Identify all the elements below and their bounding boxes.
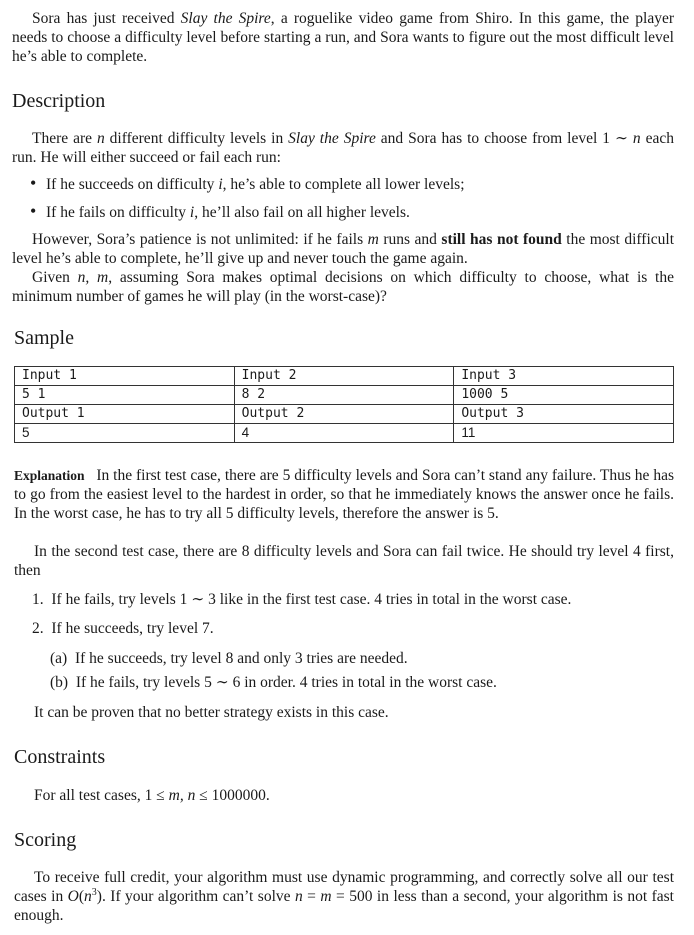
explanation-closing: It can be proven that no better strategy exists in this case. bbox=[34, 704, 389, 721]
output-value-2: 4 bbox=[234, 424, 454, 443]
game-title: Slay the Spire bbox=[180, 10, 271, 27]
input-label-2: Input 2 bbox=[234, 367, 454, 386]
sample-table bbox=[14, 366, 674, 443]
output-label-2: Output 2 bbox=[234, 405, 454, 424]
description-paragraph-3: Given n, m, assuming Sora makes optimal decisions on which difficulty to choose, what is the minimum number of games he will play (in the worst-case)? bbox=[12, 269, 674, 305]
constraints-text: For all test cases, 1 ≤ m, n ≤ 1000000. bbox=[34, 787, 270, 804]
description-heading: Description bbox=[12, 90, 106, 112]
output-label-1: Output 1 bbox=[15, 405, 235, 424]
explanation-paragraph-1: Explanation In the first test case, there are 5 difficulty levels and Sora can’t stand any failure. Thus he has to go from the easiest level to the hardest in order, so that he immediately knows the answer once he fails. In the worst case, he has to try all 5 difficulty levels, therefore the answer is 5. bbox=[14, 467, 674, 522]
output-value-1: 5 bbox=[15, 424, 235, 443]
table-row bbox=[15, 424, 674, 443]
input-value-2: 8 2 bbox=[234, 386, 454, 405]
explanation-subitem-a: (a) If he succeeds, try level 8 and only 3 tries are needed. bbox=[50, 650, 408, 667]
output-label-3: Output 3 bbox=[454, 405, 674, 424]
explanation-subitem-b: (b) If he fails, try levels 5 ∼ 6 in order. 4 tries in total in the worst case. bbox=[50, 674, 497, 691]
description-paragraph-2: However, Sora’s patience is not unlimited: if he fails m runs and still has not found the most difficult level he’s able to complete, he’ll give up and never touch the game again. bbox=[12, 231, 675, 267]
input-label-1: Input 1 bbox=[15, 367, 235, 386]
explanation-item-2: 2. If he succeeds, try level 7. bbox=[32, 620, 214, 637]
description-paragraph-1: There are n different difficulty levels in Slay the Spire and Sora has to choose from level 1 ∼ n each run. He will either succeed or fail each run: bbox=[12, 130, 675, 166]
table-row bbox=[15, 405, 674, 424]
list-item: • If he succeeds on difficulty i, he’s able to complete all lower levels; bbox=[28, 175, 668, 194]
list-item: • If he fails on difficulty i, he’ll also fail on all higher levels. bbox=[28, 203, 668, 222]
explanation-paragraph-2: In the second test case, there are 8 difficulty levels and Sora can fail twice. He should try level 4 first, then bbox=[14, 543, 674, 579]
table-row bbox=[15, 386, 674, 405]
output-value-3: 11 bbox=[454, 424, 674, 443]
table-row bbox=[15, 367, 674, 386]
sample-heading: Sample bbox=[14, 327, 74, 349]
explanation-item-1: 1. If he fails, try levels 1 ∼ 3 like in the first test case. 4 tries in total in the worst case. bbox=[32, 591, 572, 608]
scoring-text: To receive full credit, your algorithm must use dynamic programming, and correctly solve all our test cases in $O(n^3)$. If your algorithm can’t solve n = m = 500 in less than a second, your algorithm is not fast enough. bbox=[14, 869, 674, 924]
input-value-1: 5 1 bbox=[15, 386, 235, 405]
explanation-label: Explanation bbox=[14, 468, 85, 483]
input-value-3: 1000 5 bbox=[454, 386, 674, 405]
description-bullet-list bbox=[28, 175, 668, 222]
input-label-3: Input 3 bbox=[454, 367, 674, 386]
intro-paragraph: Sora has just received Slay the Spire, a roguelike video game from Shiro. In this game, the player needs to choose a difficulty level before starting a run, and Sora wants to figure out the most difficult level he’s able to complete. bbox=[12, 10, 674, 65]
scoring-heading: Scoring bbox=[14, 829, 77, 851]
constraints-heading: Constraints bbox=[14, 746, 106, 768]
